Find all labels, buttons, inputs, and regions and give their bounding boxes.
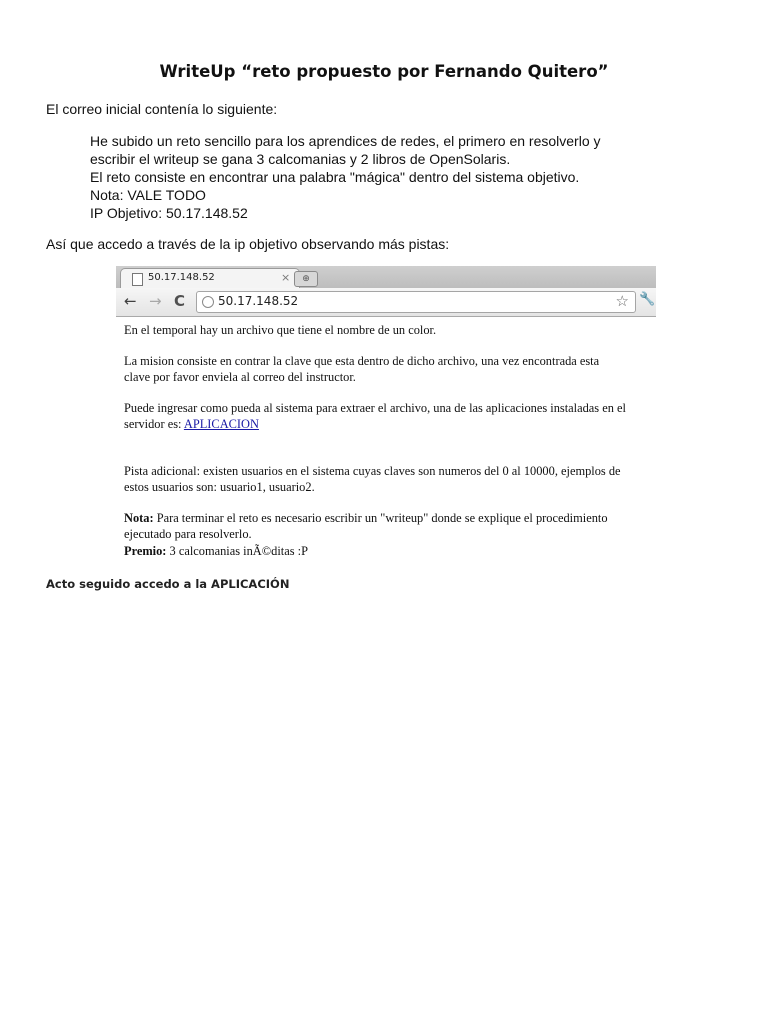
closing-text: Acto seguido accedo a la APLICACIÓN [46,577,290,591]
url-text: 50.17.148.52 [218,294,299,308]
page-paragraph: En el temporal hay un archivo que tiene el nombre de un color. [124,323,437,337]
server-label: servidor es: [124,417,184,431]
after-email-text: Así que accedo a través de la ip objetivo observando más pistas: [46,236,450,252]
page-paragraph [124,543,654,560]
tab-title: 50.17.148.52 [148,272,215,283]
quote-line: escribir el writeup se gana 3 calcomanias y 2 libros de OpenSolaris. [90,151,511,167]
page-paragraph: Pista adicional: existen usuarios en el sistema cuyas claves son numeros del 0 al 10000, ejemplos de [124,463,621,478]
reload-icon[interactable]: C [174,292,186,310]
wrench-icon[interactable]: 🔧 [639,292,656,307]
page-paragraph: clave por favor enviela al correo del instructor. [124,370,356,384]
quote-line: Nota: VALE TODO [90,187,206,203]
page-paragraph: Puede ingresar como pueda al sistema para extraer el archivo, una de las aplicaciones instaladas en el [124,400,626,415]
page-paragraph [124,416,654,433]
email-quote [90,132,601,222]
premio-label: Premio: [124,543,167,558]
page-paragraph [124,510,654,527]
page-paragraph: estos usuarios son: usuario1, usuario2. [124,480,315,494]
quote-line: El reto consiste en encontrar una palabra "mágica" dentro del sistema objetivo. [90,169,580,185]
page-icon [132,273,143,286]
quote-line: IP Objetivo: 50.17.148.52 [90,205,248,221]
nota-label: Nota: [124,510,154,525]
quote-line: He subido un reto sencillo para los aprendices de redes, el primero en resolverlo y [90,133,601,149]
intro-text: El correo inicial contenía lo siguiente: [46,101,278,117]
aplicacion-link[interactable]: APLICACION [183,417,259,431]
page-paragraph: ejecutado para resolverlo. [124,527,252,541]
premio-text: 3 calcomanias inÃ©ditas :P [166,543,308,558]
nota-text: Para terminar el reto es necesario escribir un "writeup" donde se explique el procedimiento [153,510,608,525]
page-content [124,322,654,559]
browser-screenshot [116,266,656,562]
address-bar[interactable] [196,291,636,313]
browser-tab[interactable] [120,268,300,289]
close-icon[interactable]: × [281,271,291,284]
new-tab-icon[interactable]: ⊕ [294,271,318,287]
page-paragraph: La mision consiste en contrar la clave que esta dentro de dicho archivo, una vez encontrada esta [124,353,600,368]
document-title: WriteUp “reto propuesto por Fernando Quitero” [159,62,609,81]
star-icon[interactable]: ☆ [615,292,629,310]
back-arrow-icon[interactable]: ← [124,292,137,310]
globe-icon [202,296,214,308]
tab-strip [116,266,656,288]
forward-arrow-icon[interactable]: → [149,292,162,310]
browser-toolbar [116,288,656,317]
